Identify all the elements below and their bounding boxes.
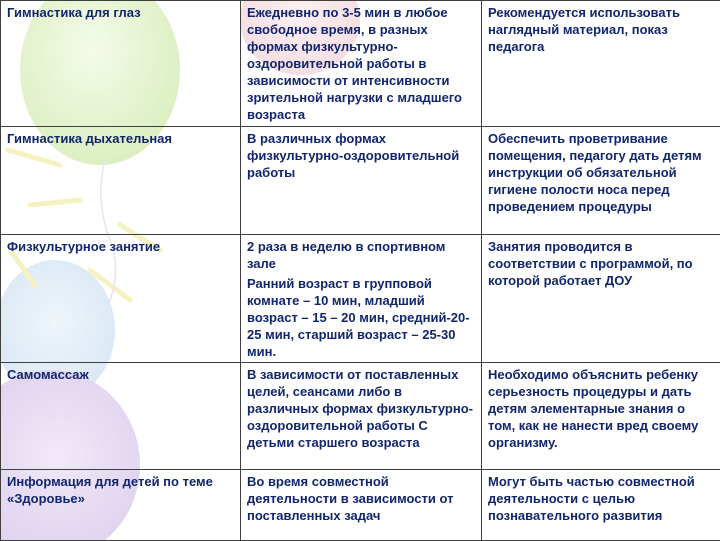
activity-notes: Занятия проводится в соответствии с программой, по которой работает ДОУ bbox=[488, 238, 714, 289]
activity-name: Гимнастика дыхательная bbox=[7, 130, 234, 147]
table-row bbox=[1, 235, 720, 363]
activity-name-cell bbox=[1, 470, 241, 541]
activity-timing: Ежедневно по 3-5 мин в любое свободное время, в разных формах физкультурно-оздоровительной работы в зависимости от интенсивности зрительной нагрузки с младшего возраста bbox=[247, 4, 475, 123]
activity-timing: Во время совместной деятельности в зависимости от поставленных задач bbox=[247, 473, 475, 524]
activity-name-cell bbox=[1, 363, 241, 470]
activity-timing-cell bbox=[241, 1, 482, 127]
activity-notes-cell bbox=[482, 363, 720, 470]
activity-name: Гимнастика для глаз bbox=[7, 4, 234, 21]
table-row bbox=[1, 363, 720, 470]
activity-notes: Рекомендуется использовать наглядный материал, показ педагога bbox=[488, 4, 714, 55]
activity-name-cell bbox=[1, 1, 241, 127]
activity-notes-cell bbox=[482, 235, 720, 363]
activity-notes: Обеспечить проветривание помещения, педагогу дать детям инструкции об обязательной гигиене полости носа перед проведением процедуры bbox=[488, 130, 714, 215]
activity-notes: Необходимо объяснить ребенку серьезность процедуры и дать детям элементарные знания о том, как не нанести вред своему организму. bbox=[488, 366, 714, 451]
table-row bbox=[1, 127, 720, 235]
activity-name-cell bbox=[1, 235, 241, 363]
activity-notes-cell bbox=[482, 1, 720, 127]
activity-name: Самомассаж bbox=[7, 366, 234, 383]
activity-notes-cell bbox=[482, 127, 720, 235]
activity-notes-cell bbox=[482, 470, 720, 541]
activity-timing-detail: Ранний возраст в групповой комнате – 10 мин, младший возраст – 15 – 20 мин, средний-20-25 мин, старший возраст – 25-30 мин. bbox=[247, 275, 475, 360]
activity-name: Физкультурное занятие bbox=[7, 238, 234, 255]
activity-timing-cell bbox=[241, 470, 482, 541]
table-row bbox=[1, 1, 720, 127]
activity-name-cell bbox=[1, 127, 241, 235]
activity-timing-cell bbox=[241, 235, 482, 363]
table-row bbox=[1, 470, 720, 541]
activity-timing: В различных формах физкультурно-оздоровительной работы bbox=[247, 130, 475, 181]
activity-notes: Могут быть частью совместной деятельности с целью познавательного развития bbox=[488, 473, 714, 524]
activity-timing: 2 раза в неделю в спортивном зале bbox=[247, 238, 475, 272]
activity-timing: В зависимости от поставленных целей, сеансами либо в различных формах физкультурно-оздоровительной работы С детьми старшего возраста bbox=[247, 366, 475, 451]
activity-timing-cell bbox=[241, 363, 482, 470]
activity-name: Информация для детей по теме «Здоровье» bbox=[7, 473, 234, 507]
activity-timing-cell bbox=[241, 127, 482, 235]
